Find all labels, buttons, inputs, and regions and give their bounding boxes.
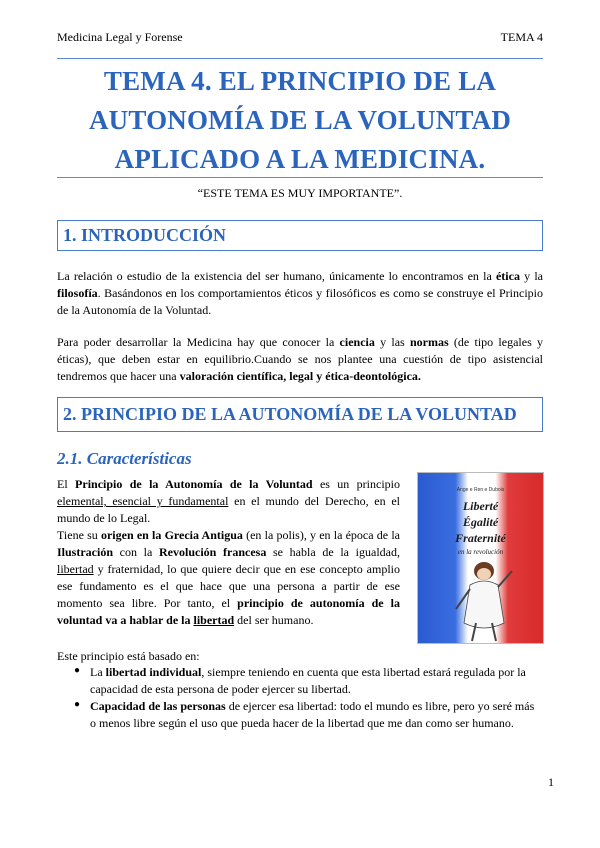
liberte-illustration: Ange e Ren e Dubois Liberté Égalité Fraternité en la revolución — [417, 472, 544, 644]
header-topic: TEMA 4 — [500, 30, 543, 44]
figure-drawing — [448, 557, 518, 643]
bullet-capacidad: Capacidad de las personas de ejercer esa libertad: todo el mundo es libre, pero yo seré más o menos libre según el uso que pueda hacer de la libertad que me dan como ser humano. — [90, 699, 535, 730]
bullet-libertad-individual: La libertad individual, siempre teniendo en cuenta que esta libertad estará regulada por la capacidad de esta persona de poder ejercer su libertad. — [90, 665, 526, 696]
section-heading-autonomia: 2. PRINCIPIO DE LA AUTONOMÍA DE LA VOLUNTAD — [57, 397, 543, 432]
intro-paragraph-1: La relación o estudio de la existencia del ser humano, únicamente lo encontramos en la ética y la filosofía. Basándonos en los comportamientos éticos y filosóficos es como se construye el Principio de la Autonomía de la Voluntad. — [57, 269, 543, 317]
header-course: Medicina Legal y Forense — [57, 30, 183, 44]
page-header — [57, 30, 543, 45]
intro-paragraph-2: Para poder desarrollar la Medicina hay que conocer la ciencia y las normas (de tipo legales y éticas), que deben estar en equilibrio.Cuando se nos plantee una cuestión de tipo asistencial tendremos que hacer una valoración científica, legal y ética-deontológica. — [57, 335, 543, 383]
characteristics-paragraph-2: Tiene su origen en la Grecia Antigua (en la polis), y en la época de la Ilustración con la Revolución francesa se habla de la igualdad, libertad y fraternidad, lo que quiere decir que en ese concepto amplio ese fundamento es el que hace que una persona a partir de ese momento sea libre. Por tanto, el principio de autonomía de la voluntad va a hablar de la libertad del ser humano. — [57, 528, 400, 627]
importance-note: “ESTE TEMA ES MUY IMPORTANTE”. — [197, 186, 403, 200]
section-heading-introduccion: 1. INTRODUCCIÓN — [57, 220, 543, 251]
subsection-caracteristicas: 2.1. Características — [57, 449, 192, 468]
characteristics-paragraph-1: El Principio de la Autonomía de la Voluntad es un principio elemental, esencial y fundamental en el mundo del Derecho, en el mundo de lo Legal. — [57, 477, 401, 525]
bullet-dot: ● — [74, 699, 81, 710]
bullet-dot: ● — [74, 665, 81, 676]
page-title: TEMA 4. EL PRINCIPIO DE LA AUTONOMÍA DE LA VOLUNTAD APLICADO A LA MEDICINA. — [88, 66, 512, 174]
title-rule-top — [57, 58, 543, 59]
title-rule-bottom — [57, 177, 543, 178]
based-on-intro: Este principio está basado en: — [57, 649, 200, 663]
page-number: 1 — [548, 775, 554, 789]
